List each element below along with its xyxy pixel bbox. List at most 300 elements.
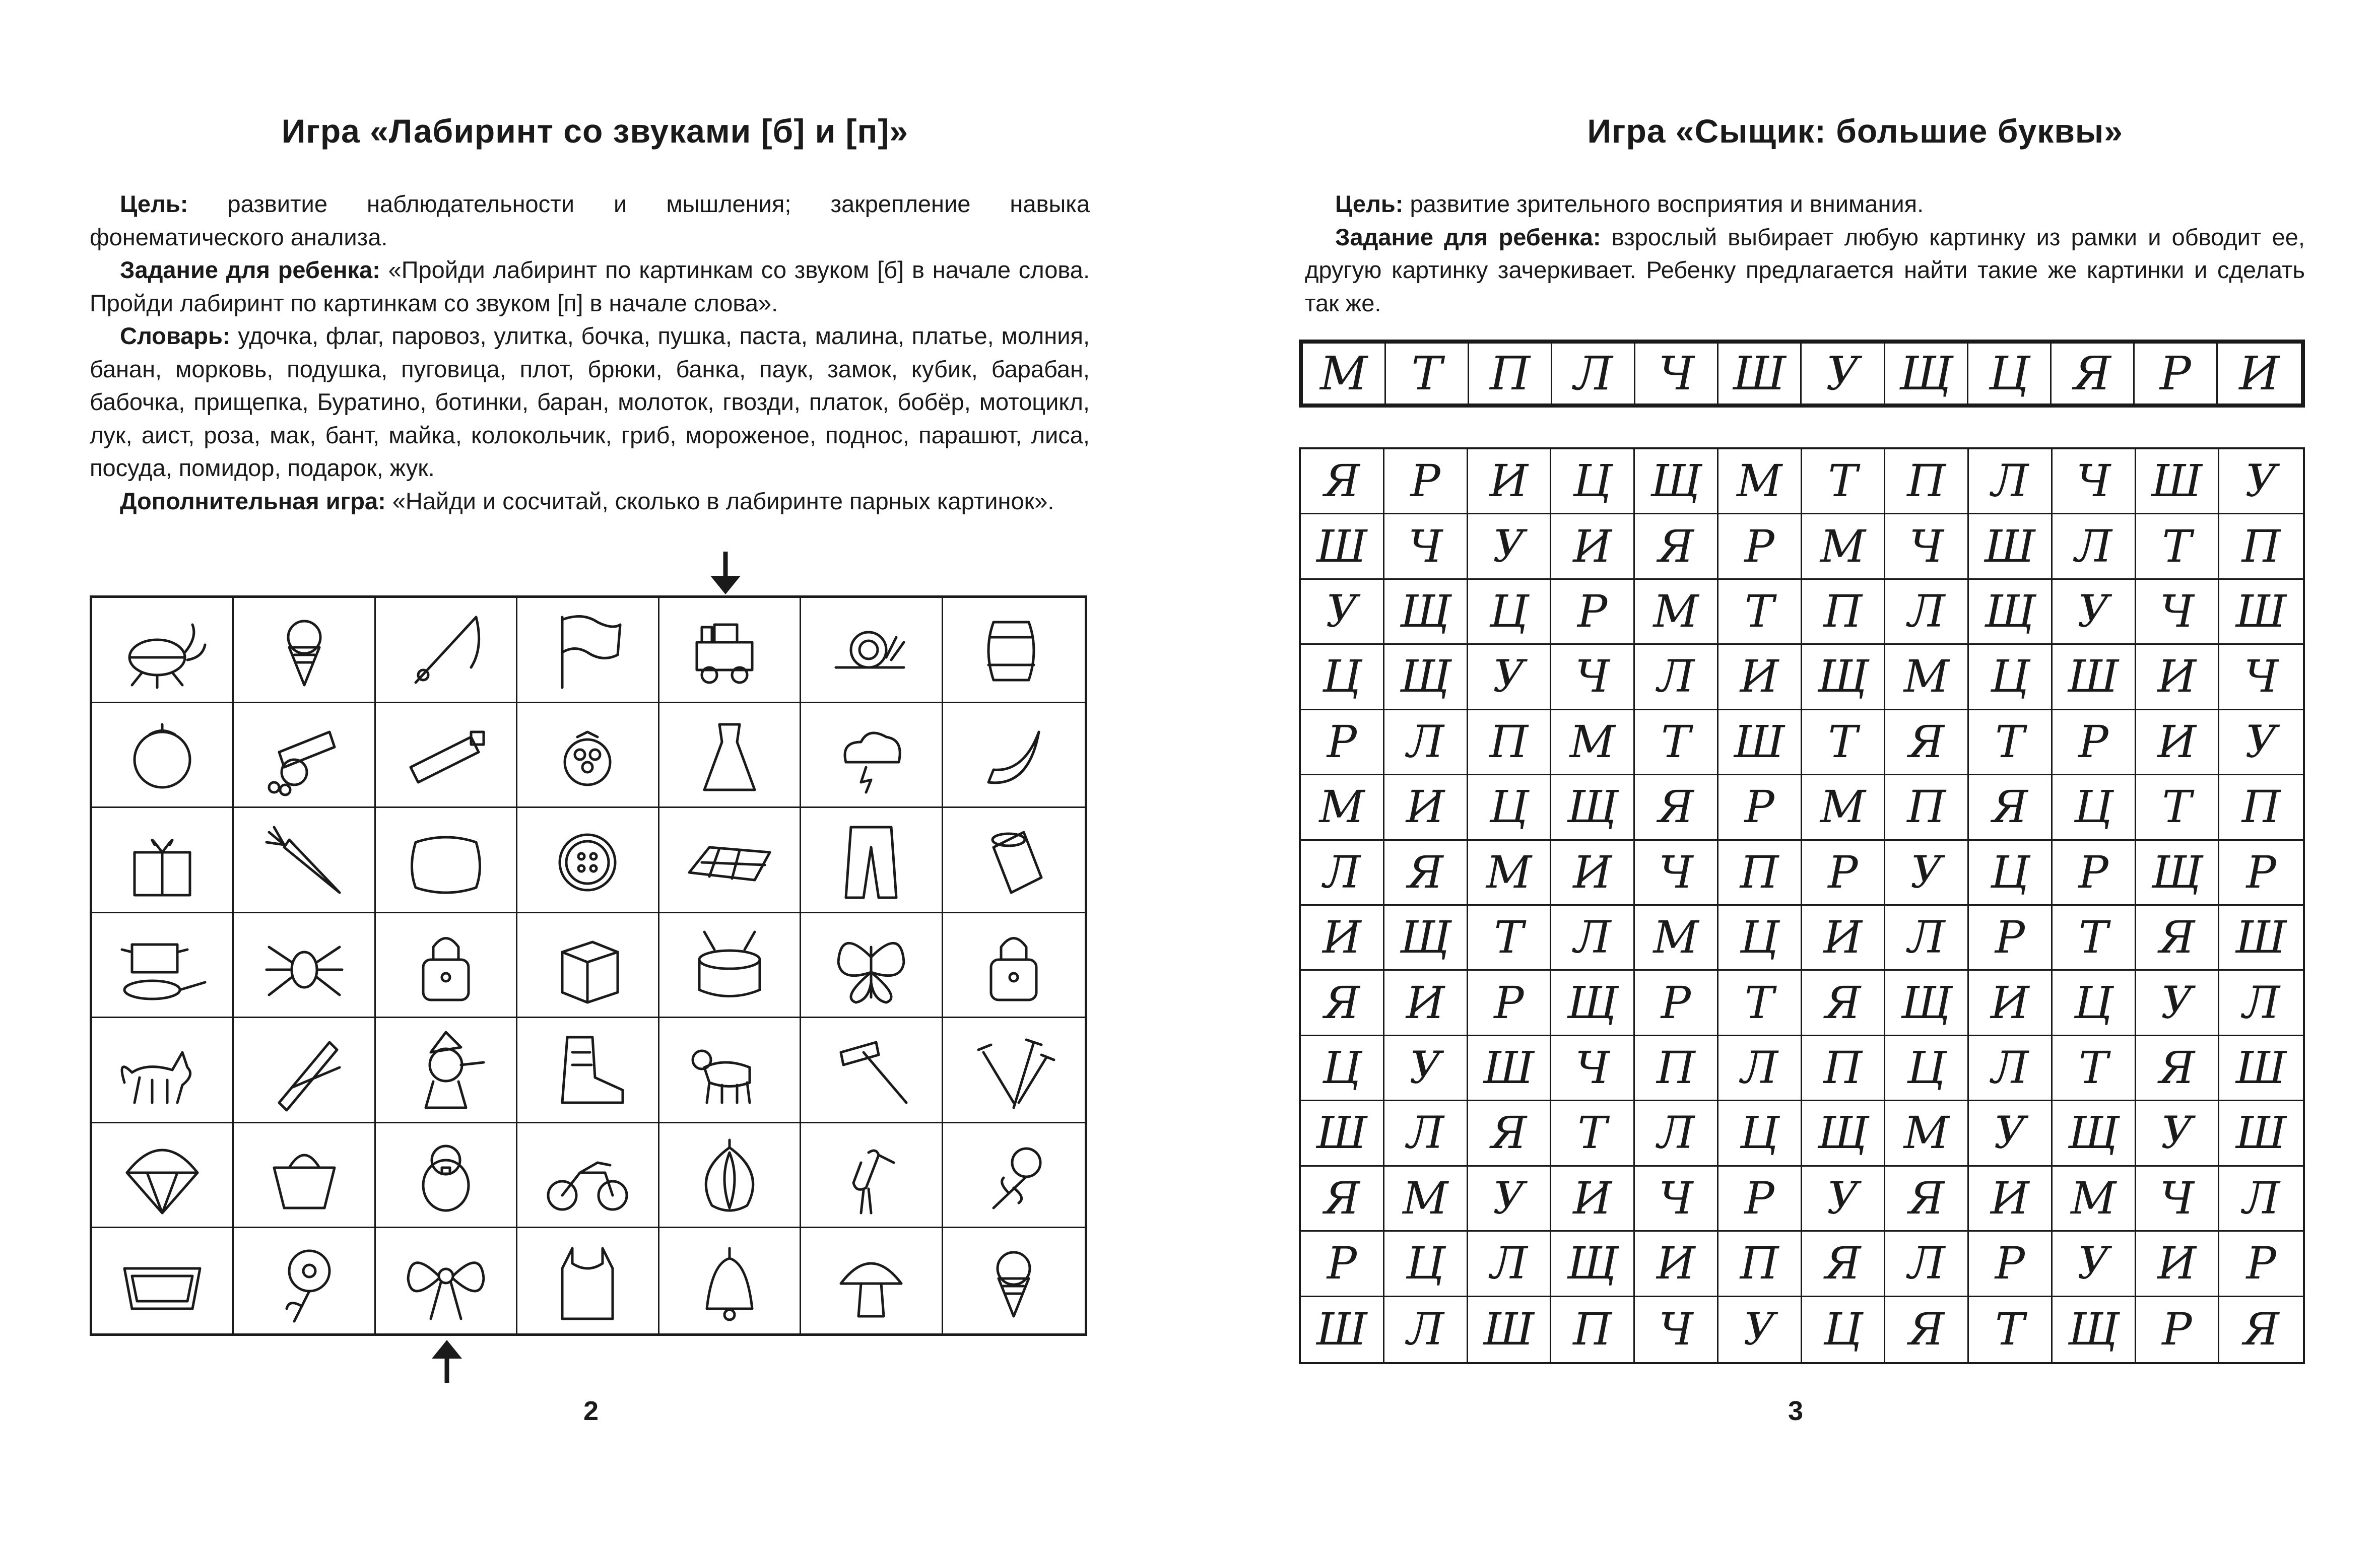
letter-cell: М <box>1718 449 1802 514</box>
beetle-icon <box>112 607 213 693</box>
letter-cell: Я <box>1802 971 1886 1036</box>
letter-cell: Ц <box>1468 775 1552 840</box>
letter-cell: Щ <box>1635 449 1718 514</box>
maze-cell <box>943 1123 1085 1229</box>
letter-cell: Т <box>1718 580 1802 645</box>
letter-cell: И <box>1551 1167 1635 1232</box>
letter-cell: Р <box>1802 841 1886 906</box>
maze-cell <box>659 808 801 913</box>
letter-cell: Р <box>1551 580 1635 645</box>
maze-cell <box>92 598 234 703</box>
letter-cell: Л <box>1969 449 2053 514</box>
letter-cell: Л <box>1885 580 1969 645</box>
page-title: Игра «Лабиринт со звуками [б] и [п]» <box>281 112 909 150</box>
letter-cell: П <box>1885 449 1969 514</box>
letter-cell: Ц <box>1969 841 2053 906</box>
letter-cell: Я <box>1885 1167 1969 1232</box>
letter-cell: Ш <box>2053 645 2136 710</box>
maze-cell <box>234 703 375 809</box>
letter-cell: М <box>1802 514 1886 579</box>
letter-cell: Щ <box>1551 775 1635 840</box>
letter-cell: Р <box>1969 906 2053 971</box>
letter-cell: Я <box>1802 1232 1886 1297</box>
maze-cell <box>943 1018 1085 1123</box>
letter-cell: Ч <box>1885 514 1969 579</box>
maze-cell <box>234 1018 375 1123</box>
maze-cell <box>659 913 801 1019</box>
gift-icon <box>112 817 213 903</box>
letter-cell: У <box>1718 1297 1802 1362</box>
trousers-icon <box>821 817 921 903</box>
pillow-icon <box>395 817 496 903</box>
letter-cell: Т <box>1969 1297 2053 1362</box>
key-letter-cell: У <box>1802 344 1885 403</box>
letter-cell: М <box>1551 710 1635 775</box>
task-text: «Пройди лабиринт по картинкам со звуком [б] в начале слова. Пройди лабиринт по картинкам со звуком [п] в начале слова». <box>90 256 1090 316</box>
letter-cell: И <box>2136 645 2220 710</box>
letter-cell: Ш <box>2219 1101 2303 1166</box>
letter-cell: Я <box>2243 1303 2279 1356</box>
maze-cell <box>801 808 943 913</box>
letter-cell: У <box>1468 645 1552 710</box>
letter-cell: Р <box>1718 514 1802 579</box>
maze-entry-arrow-icon <box>705 552 746 594</box>
letter-cell: У <box>2053 580 2136 645</box>
letter-cell: Я <box>1885 710 1969 775</box>
letter-cell: У <box>2219 710 2303 775</box>
letter-cell: Ш <box>1969 514 2053 579</box>
letter-cell: У <box>1301 580 1384 645</box>
rose-icon <box>963 1132 1064 1218</box>
letter-cell: Ц <box>1969 645 2053 710</box>
goal-paragraph <box>90 187 1090 253</box>
letter-cell: Л <box>1301 841 1384 906</box>
maze-cell <box>943 703 1085 809</box>
letter-cell: М <box>1802 775 1886 840</box>
letter-cell: Я <box>1969 775 2053 840</box>
letter-cell: Щ <box>1802 645 1886 710</box>
vocab-label: Словарь: <box>120 322 231 349</box>
storm-cloud-icon <box>821 712 921 797</box>
nails-icon <box>963 1027 1064 1113</box>
letter-cell: Р <box>2053 841 2136 906</box>
letter-cell: Ш <box>2136 449 2220 514</box>
maze-cell <box>801 1123 943 1229</box>
letter-cell: Щ <box>1969 580 2053 645</box>
letter-cell: Л <box>1468 1232 1552 1297</box>
letter-cell: Л <box>1384 1297 1468 1362</box>
letter-cell: П <box>1718 841 1802 906</box>
letter-cell: Ц <box>1802 1297 1886 1362</box>
maze-cell <box>801 1228 943 1333</box>
maze-start-arrow-icon <box>427 1340 467 1383</box>
letter-cell: Т <box>2053 906 2136 971</box>
letter-cell: Р <box>2136 1297 2220 1362</box>
maze-cell <box>376 1123 517 1229</box>
letter-cell: Ч <box>2053 449 2136 514</box>
letter-grid <box>1299 447 2305 1364</box>
maze-cell <box>376 703 517 809</box>
letter-cell: Щ <box>2136 841 2220 906</box>
letter-cell: Щ <box>1551 1232 1635 1297</box>
fox-icon <box>112 1027 213 1113</box>
letter-cell: У <box>2136 1101 2220 1166</box>
letter-cell: Р <box>1969 1232 2053 1297</box>
letter-cell: Ш <box>1468 1036 1552 1101</box>
letter-cell: Т <box>1969 710 2053 775</box>
key-letter-cell: Ц <box>1968 344 2052 403</box>
maze-cell <box>376 1228 517 1333</box>
letter-cell: У <box>2053 1232 2136 1297</box>
letter-cell: Я <box>1301 1167 1384 1232</box>
tray-icon <box>112 1238 213 1324</box>
letter-cell: И <box>1384 775 1468 840</box>
letter-cell: И <box>1802 906 1886 971</box>
letter-cell: М <box>1301 775 1384 840</box>
maze-cell <box>943 808 1085 913</box>
letter-cell: Л <box>1718 1036 1802 1101</box>
train-icon <box>679 607 780 693</box>
letter-cell: У <box>1969 1101 2053 1166</box>
spider-icon <box>254 922 355 1007</box>
beaver-icon <box>395 1132 496 1218</box>
page-title: Игра «Сыщик: большие буквы» <box>1587 112 2123 150</box>
letter-cell: Р <box>1468 971 1552 1036</box>
letter-cell: Л <box>1969 1036 2053 1101</box>
letter-cell: Ч <box>1551 645 1635 710</box>
letter-cell: Я <box>1384 841 1468 906</box>
letter-cell: П <box>1802 1036 1886 1101</box>
letter-cell: П <box>1551 1297 1635 1362</box>
letter-cell: Т <box>2136 514 2220 579</box>
letter-cell: Я <box>2136 1036 2220 1101</box>
key-letter-cell: П <box>1469 344 1552 403</box>
maze-cell <box>517 703 659 809</box>
letter-cell: Р <box>2219 841 2303 906</box>
extra-label: Дополнительная игра: <box>120 487 386 514</box>
motorcycle-icon <box>537 1132 638 1218</box>
maze-cell <box>517 913 659 1019</box>
goal-label: Цель: <box>120 190 188 217</box>
maze-cell <box>376 598 517 703</box>
raft-icon <box>679 817 780 903</box>
letter-cell: П <box>2219 514 2303 579</box>
letter-cell: П <box>2219 775 2303 840</box>
letter-cell: Ш <box>1468 1297 1552 1362</box>
letter-cell: У <box>1468 1167 1552 1232</box>
padlock-icon <box>963 922 1064 1007</box>
letter-cell: Ш <box>2219 906 2303 971</box>
letter-cell: Я <box>1885 1297 1969 1362</box>
letter-cell: И <box>2136 1232 2220 1297</box>
letter-cell: Ц <box>1718 906 1802 971</box>
can-icon <box>963 817 1064 903</box>
maze-cell <box>801 598 943 703</box>
letter-cell: Ц <box>1885 1036 1969 1101</box>
onion-icon <box>679 1132 780 1218</box>
maze-cell <box>376 1018 517 1123</box>
letter-cell: М <box>1635 906 1718 971</box>
letter-cell: Ч <box>1384 514 1468 579</box>
letter-cell: Щ <box>1551 971 1635 1036</box>
letter-cell: Ш <box>1301 1297 1384 1362</box>
maze-cell <box>376 808 517 913</box>
bow-icon <box>395 1238 496 1324</box>
ram-icon <box>679 1027 780 1113</box>
letter-cell: П <box>1718 1232 1802 1297</box>
maze-cell <box>659 598 801 703</box>
letter-cell: Ч <box>1635 1167 1718 1232</box>
boot-icon <box>537 1027 638 1113</box>
letter-cell: Л <box>1635 645 1718 710</box>
letter-cell: Ц <box>1301 645 1384 710</box>
letter-cell: Л <box>2219 1167 2303 1232</box>
letter-cell: Т <box>1802 449 1886 514</box>
letter-cell: Ш <box>2219 1036 2303 1101</box>
letter-cell: Ц <box>2053 971 2136 1036</box>
maze-grid <box>90 595 1087 1336</box>
letter-cell: Щ <box>1802 1101 1886 1166</box>
letter-cell: И <box>1468 449 1552 514</box>
buratino-icon <box>395 1027 496 1113</box>
task-label: Задание для ребенка: <box>120 256 380 283</box>
letter-cell: Ц <box>1551 449 1635 514</box>
letter-cell: Р <box>1301 710 1384 775</box>
letter-cell: М <box>1468 841 1552 906</box>
letter-cell: Я <box>1635 775 1718 840</box>
clothespin-icon <box>254 1027 355 1113</box>
letter-cell: Л <box>1551 906 1635 971</box>
task-text: взрослый выбирает любую картинку из рамки и обводит ее, другую картинку зачеркивает. Ребенку предлагается найти такие же картинки и сделать так же. <box>1305 223 2305 316</box>
maze-cell <box>943 1228 1085 1333</box>
banana-icon <box>963 712 1064 797</box>
maze-cell <box>234 808 375 913</box>
cannon-icon <box>254 712 355 797</box>
maze-cell <box>659 1018 801 1123</box>
maze-cell <box>517 598 659 703</box>
letter-cell: Ч <box>2136 1167 2220 1232</box>
letter-cell: И <box>1301 906 1384 971</box>
poppy-icon <box>254 1238 355 1324</box>
headscarf-icon <box>254 1132 355 1218</box>
letter-cell: Я <box>1468 1101 1552 1166</box>
instructions <box>1305 187 2305 319</box>
letter-cell: Л <box>1384 710 1468 775</box>
page-number: 2 <box>583 1396 599 1426</box>
letter-cell: Т <box>2136 775 2220 840</box>
key-letter-cell: Р <box>2135 344 2218 403</box>
letter-cell: И <box>1969 971 2053 1036</box>
letter-cell: Щ <box>2053 1297 2136 1362</box>
hammer-icon <box>821 1027 921 1113</box>
letter-cell: Щ <box>1384 645 1468 710</box>
letter-cell: Ч <box>2136 580 2220 645</box>
maze-cell <box>92 1123 234 1229</box>
cookware-icon <box>112 922 213 1007</box>
maze-cell <box>376 913 517 1019</box>
letter-cell: П <box>1635 1036 1718 1101</box>
letter-cell: Л <box>2219 971 2303 1036</box>
letter-cell: Ц <box>1718 1101 1802 1166</box>
key-letter-cell: Ш <box>1718 344 1802 403</box>
letter-cell: Ч <box>2219 645 2303 710</box>
maze-cell <box>234 1228 375 1333</box>
letter-cell: Т <box>1468 906 1552 971</box>
maze-cell <box>92 913 234 1019</box>
letter-cell: Р <box>2219 1232 2303 1297</box>
letter-cell: Т <box>1802 710 1886 775</box>
letter-cell: Ш <box>2219 580 2303 645</box>
letter-cell: Ц <box>2053 775 2136 840</box>
key-letter-row <box>1299 340 2305 408</box>
letter-cell: Ш <box>1718 710 1802 775</box>
maze-cell <box>234 598 375 703</box>
letter-cell: Ч <box>1551 1036 1635 1101</box>
maze-cell <box>234 913 375 1019</box>
key-letter-cell: Я <box>2052 344 2135 403</box>
tank-top-icon <box>537 1238 638 1324</box>
letter-cell: Л <box>1635 1101 1718 1166</box>
task-paragraph <box>90 253 1090 319</box>
goal-text: развитие наблюдательности и мышления; закрепление навыка фонематического анализа. <box>90 190 1090 250</box>
letter-cell: Р <box>1384 449 1468 514</box>
bell-icon <box>679 1238 780 1324</box>
maze-cell <box>801 703 943 809</box>
stork-icon <box>821 1132 921 1218</box>
maze-cell <box>92 808 234 913</box>
maze-cell <box>659 1123 801 1229</box>
letter-cell: Л <box>1384 1101 1468 1166</box>
ice-cream-icon <box>963 1238 1064 1324</box>
paste-tube-icon <box>395 712 496 797</box>
maze-cell <box>517 1228 659 1333</box>
key-letter-cell: Ч <box>1635 344 1718 403</box>
letter-cell: М <box>2053 1167 2136 1232</box>
maze-cell <box>92 703 234 809</box>
letter-cell: Л <box>2053 514 2136 579</box>
maze-cell <box>943 598 1085 703</box>
vocab-text: удочка, флаг, паровоз, улитка, бочка, пушка, паста, малина, платье, молния, банан, морковь, подушка, пуговица, плот, брюки, банка, паук, замок, кубик, барабан, бабочка, прищепка, Буратино, ботинки, баран, молоток, гвозди, платок, бобёр, мотоцикл, лук, аист, роза, мак, бант, майка, колокольчик, гриб, мороженое, поднос, парашют, лиса, посуда, помидор, подарок, жук. <box>90 322 1090 481</box>
letter-cell: Щ <box>1384 580 1468 645</box>
goal-label: Цель: <box>1335 190 1404 217</box>
letter-cell: И <box>1551 841 1635 906</box>
letter-cell: У <box>1885 841 1969 906</box>
letter-cell: И <box>1969 1167 2053 1232</box>
letter-cell: М <box>1885 1101 1969 1166</box>
parachute-icon <box>112 1132 213 1218</box>
extra-text: «Найди и сосчитай, сколько в лабиринте парных картинок». <box>385 487 1054 514</box>
goal-text: развитие зрительного восприятия и внимания. <box>1403 190 1924 217</box>
letter-cell: Я <box>1301 449 1384 514</box>
letter-cell: П <box>1468 710 1552 775</box>
key-letter-cell: М <box>1303 344 1386 403</box>
task-paragraph <box>1305 221 2305 320</box>
letter-cell: Т <box>1718 971 1802 1036</box>
letter-cell: М <box>1384 1167 1468 1232</box>
letter-cell: И <box>1551 514 1635 579</box>
letter-cell: И <box>1384 971 1468 1036</box>
barrel-icon <box>963 607 1064 693</box>
maze-cell <box>659 703 801 809</box>
maze-cell <box>943 913 1085 1019</box>
goal-paragraph <box>1305 187 2305 221</box>
butterfly-icon <box>821 922 921 1007</box>
letter-cell: Л <box>1885 906 1969 971</box>
key-letter-cell: Щ <box>1885 344 1968 403</box>
letter-cell: Щ <box>1384 906 1468 971</box>
maze-cell <box>92 1228 234 1333</box>
maze-cell <box>801 913 943 1019</box>
letter-cell: Ц <box>1384 1232 1468 1297</box>
maze-cell <box>517 1123 659 1229</box>
instructions <box>90 187 1090 517</box>
letter-cell: Ч <box>1635 1297 1718 1362</box>
button-icon <box>537 817 638 903</box>
letter-cell: Ц <box>1468 580 1552 645</box>
letter-cell: Т <box>1635 710 1718 775</box>
letter-cell: Ш <box>1301 514 1384 579</box>
letter-cell: Ш <box>1301 1101 1384 1166</box>
letter-cell: У <box>1384 1036 1468 1101</box>
mushroom-icon <box>821 1238 921 1324</box>
flag-icon <box>537 607 638 693</box>
letter-cell: Р <box>1718 775 1802 840</box>
page-number: 3 <box>1788 1396 1804 1426</box>
maze-cell <box>92 1018 234 1123</box>
letter-cell: Р <box>1301 1232 1384 1297</box>
key-letter-cell: Л <box>1552 344 1635 403</box>
maze-cell <box>659 1228 801 1333</box>
letter-cell: Щ <box>1885 971 1969 1036</box>
key-letter-cell: Т <box>1386 344 1469 403</box>
letter-cell: Л <box>1885 1232 1969 1297</box>
letter-cell: И <box>1635 1232 1718 1297</box>
letter-cell: Я <box>1635 514 1718 579</box>
letter-cell: И <box>2136 710 2220 775</box>
key-letter-cell: И <box>2239 347 2280 400</box>
letter-cell: Щ <box>2053 1101 2136 1166</box>
letter-cell: Я <box>1301 971 1384 1036</box>
letter-cell: Р <box>1635 971 1718 1036</box>
tomato-icon <box>112 712 213 797</box>
letter-cell: У <box>2219 449 2303 514</box>
letter-cell: П <box>1885 775 1969 840</box>
letter-cell: М <box>1885 645 1969 710</box>
letter-cell: Ц <box>1301 1036 1384 1101</box>
letter-cell: Т <box>2053 1036 2136 1101</box>
maze-cell <box>517 1018 659 1123</box>
maze-cell <box>234 1123 375 1229</box>
letter-cell: У <box>1468 514 1552 579</box>
dress-icon <box>679 712 780 797</box>
carrot-icon <box>254 817 355 903</box>
padlock-icon <box>395 922 496 1007</box>
ice-cream-icon <box>254 607 355 693</box>
drum-icon <box>679 922 780 1007</box>
fishing-rod-icon <box>395 607 496 693</box>
letter-cell: П <box>1802 580 1886 645</box>
task-label: Задание для ребенка: <box>1335 223 1601 250</box>
letter-cell: Т <box>1551 1101 1635 1166</box>
extra-paragraph <box>90 485 1090 518</box>
snail-icon <box>821 607 921 693</box>
letter-cell: У <box>1802 1167 1886 1232</box>
letter-cell: Ч <box>1635 841 1718 906</box>
letter-cell: У <box>2136 971 2220 1036</box>
cube-icon <box>537 922 638 1007</box>
letter-cell: Р <box>1718 1167 1802 1232</box>
letter-cell: Р <box>2053 710 2136 775</box>
